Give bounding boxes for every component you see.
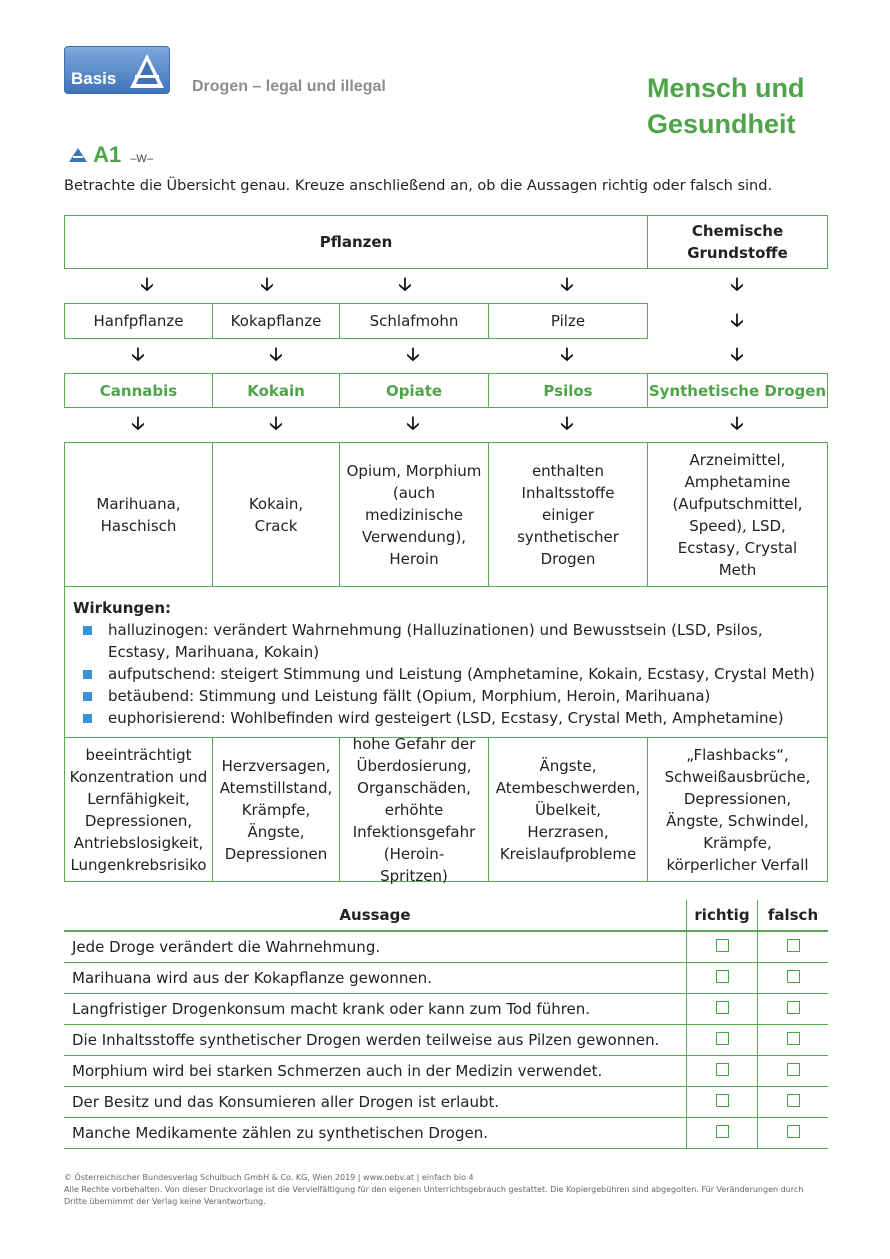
checkbox-true[interactable] (716, 939, 729, 952)
pyramid-icon (127, 51, 167, 91)
arrow-down-icon: 🡣 (730, 344, 744, 365)
example-opiate: Opium, Morphium (auch medizinische Verwendung), Heroin (339, 442, 489, 587)
consequence-synthetisch: „Flashbacks“, Schweißausbrüche, Depressionen, Ängste, Schwindel, Krämpfe, körperlicher Verfall (647, 737, 828, 882)
arrow-down-icon: 🡣 (730, 310, 744, 331)
subtitle: Drogen – legal und illegal (192, 78, 386, 95)
pyramid-small-icon (68, 147, 88, 163)
checkbox-false[interactable] (787, 1001, 800, 1014)
statement-text: Marihuana wird aus der Kokapflanze gewonnen. (64, 963, 687, 994)
table-header (64, 900, 828, 931)
checkbox-true[interactable] (716, 1001, 729, 1014)
basis-logo (64, 46, 170, 94)
chemicals-box: Chemische Grundstoffe (647, 215, 828, 269)
arrow-down-icon: 🡣 (398, 274, 412, 295)
checkbox-false[interactable] (787, 1063, 800, 1076)
arrow-down-icon: 🡣 (560, 344, 574, 365)
footer-rights: Alle Rechte vorbehalten. Von dieser Druckvorlage ist die Vervielfältigung für den eigenen Unterrichtsgebrauch gestattet. Die Kopiergebühren sind abgegolten. Für Veränderungen durch Dritte übernimmt der Verlag keine Verantwortung. (64, 1185, 804, 1206)
arrow-down-icon: 🡣 (406, 344, 420, 365)
arrow-down-icon: 🡣 (406, 413, 420, 434)
checkbox-true[interactable] (716, 1063, 729, 1076)
effect-item: betäubend: Stimmung und Leistung fällt (Opium, Morphium, Heroin, Marihuana) (73, 685, 819, 707)
header-true: richtig (687, 900, 758, 931)
header-statement: Aussage (64, 900, 687, 931)
arrow-down-icon: 🡣 (131, 344, 145, 365)
arrow-down-icon: 🡣 (269, 413, 283, 434)
plants-box: Pflanzen (64, 215, 648, 269)
table-row (64, 1087, 828, 1118)
title-line-1: Mensch und (647, 73, 805, 103)
drug-cannabis: Cannabis (64, 373, 213, 408)
arrow-down-icon: 🡣 (730, 413, 744, 434)
drug-synthetisch: Synthetische Drogen (647, 373, 828, 408)
checkbox-false[interactable] (787, 970, 800, 983)
example-psilos: enthalten Inhaltsstoffe einiger synthetischer Drogen (488, 442, 648, 587)
table-row (64, 994, 828, 1025)
statement-text: Die Inhaltsstoffe synthetischer Drogen werden teilweise aus Pilzen gewonnen. (64, 1025, 687, 1056)
consequence-kokain: Herzversagen, Atemstillstand, Krämpfe, Ängste, Depressionen (212, 737, 340, 882)
arrow-down-icon: 🡣 (260, 274, 274, 295)
drug-psilos: Psilos (488, 373, 648, 408)
consequence-cannabis: beeinträchtigt Konzentration und Lernfähigkeit, Depressionen, Antriebslosigkeit, Lungenkrebsrisiko (64, 737, 213, 882)
instruction: Betrachte die Übersicht genau. Kreuze anschließend an, ob die Aussagen richtig oder falsch sind. (64, 178, 773, 194)
checkbox-false[interactable] (787, 1125, 800, 1138)
statement-text: Manche Medikamente zählen zu synthetischen Drogen. (64, 1118, 687, 1149)
example-kokain: Kokain, Crack (212, 442, 340, 587)
statements-table (64, 900, 828, 1149)
source-kokapflanze: Kokapflanze (212, 303, 340, 339)
consequence-psilos: Ängste, Atembeschwerden, Übelkeit, Herzrasen, Kreislaufprobleme (488, 737, 648, 882)
page-title (647, 70, 805, 142)
checkbox-false[interactable] (787, 1094, 800, 1107)
task-id: A1 (93, 142, 122, 167)
arrow-down-icon: 🡣 (560, 413, 574, 434)
drug-opiate: Opiate (339, 373, 489, 408)
statement-text: Der Besitz und das Konsumieren aller Drogen ist erlaubt. (64, 1087, 687, 1118)
checkbox-false[interactable] (787, 1032, 800, 1045)
source-pilze: Pilze (488, 303, 648, 339)
example-synthetisch: Arzneimittel, Amphetamine (Aufputschmittel, Speed), LSD, Ecstasy, Crystal Meth (647, 442, 828, 587)
table-row (64, 1118, 828, 1149)
table-row (64, 931, 828, 963)
effects-box (64, 586, 828, 738)
source-schlafmohn: Schlafmohn (339, 303, 489, 339)
arrow-down-icon: 🡣 (140, 274, 154, 295)
source-hanfpflanze: Hanfpflanze (64, 303, 213, 339)
arrow-down-icon: 🡣 (269, 344, 283, 365)
table-row (64, 1025, 828, 1056)
statement-text: Jede Droge verändert die Wahrnehmung. (64, 931, 687, 963)
checkbox-true[interactable] (716, 1125, 729, 1138)
task-heading (68, 142, 153, 168)
example-cannabis: Marihuana, Haschisch (64, 442, 213, 587)
effect-item: aufputschend: steigert Stimmung und Leistung (Amphetamine, Kokain, Ecstasy, Crystal Meth) (73, 663, 819, 685)
statement-text: Morphium wird bei starken Schmerzen auch in der Medizin verwendet. (64, 1056, 687, 1087)
checkbox-true[interactable] (716, 1032, 729, 1045)
arrow-down-icon: 🡣 (131, 413, 145, 434)
header-false: falsch (758, 900, 829, 931)
statement-text: Langfristiger Drogenkonsum macht krank oder kann zum Tod führen. (64, 994, 687, 1025)
table-row (64, 963, 828, 994)
checkbox-true[interactable] (716, 970, 729, 983)
effects-title: Wirkungen: (73, 599, 172, 617)
arrow-down-icon: 🡣 (560, 274, 574, 295)
logo-text: Basis (71, 69, 117, 88)
consequence-opiate: hohe Gefahr der Überdosierung, Organschäden, erhöhte Infektionsgefahr (Heroin-Spritzen) (339, 737, 489, 882)
arrow-down-icon: 🡣 (730, 274, 744, 295)
drug-kokain: Kokain (212, 373, 340, 408)
checkbox-true[interactable] (716, 1094, 729, 1107)
checkbox-false[interactable] (787, 939, 800, 952)
effects-list (73, 619, 819, 729)
title-line-2: Gesundheit (647, 109, 796, 139)
task-code: –W– (130, 153, 153, 165)
effect-item: euphorisierend: Wohlbefinden wird gesteigert (LSD, Ecstasy, Crystal Meth, Amphetamine) (73, 707, 819, 729)
table-row (64, 1056, 828, 1087)
footer (64, 1172, 824, 1208)
footer-copyright: © Österreichischer Bundesverlag Schulbuch GmbH & Co. KG, Wien 2019 | www.oebv.at | einfach bio 4 (64, 1173, 474, 1182)
effect-item: halluzinogen: verändert Wahrnehmung (Halluzinationen) und Bewusstsein (LSD, Psilos, Ecstasy, Marihuana, Kokain) (73, 619, 819, 663)
